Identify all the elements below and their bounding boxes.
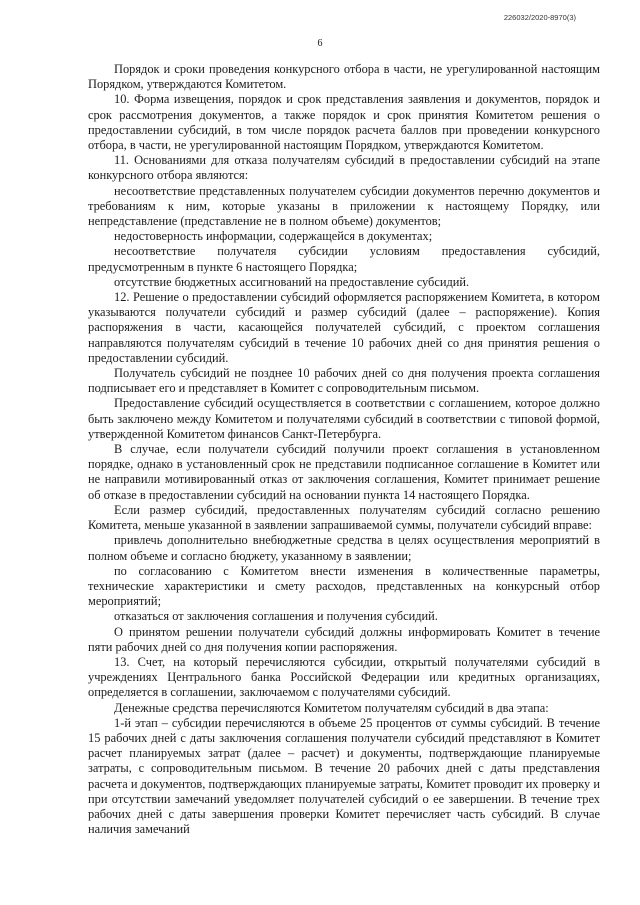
paragraph: Порядок и сроки проведения конкурсного отбора в части, не урегулированной настоящим Порядком, утверждаются Комитетом.	[88, 62, 600, 92]
paragraph: 13. Счет, на который перечисляются субсидии, открытый получателями субсидий в учреждениях Центрального банка Российской Федерации или кредитных организациях, определяется в соглашении, заключаемом с получателями субсидий.	[88, 654, 600, 700]
paragraph: отсутствие бюджетных ассигнований на предоставление субсидий.	[114, 274, 470, 289]
paragraph: 10. Форма извещения, порядок и срок представления заявления и документов, порядок и срок рассмотрения документов, а также порядок и срок принятия Комитетом решения о предоставлении субсидий, в том числе порядок расчета баллов при проведении конкурсного отбора, в части, не урегулированной настоящим Порядком, утверждаются Комитетом.	[88, 92, 600, 153]
paragraph: несоответствие представленных получателем субсидии документов перечню документов и требованиям к ним, которые указаны в приложении к настоящему Порядку, или непредставление (представление не в полном объеме) документов;	[88, 183, 600, 229]
paragraph: недостоверность информации, содержащейся в документах;	[114, 229, 433, 244]
paragraph: 12. Решение о предоставлении субсидий оформляется распоряжением Комитета, в котором указываются получатели субсидий и размер субсидий (далее – распоряжение). Копия распоряжения в части, касающейся получателей субсидий, с проектом соглашения направляются получателям субсидий в течение 10 рабочих дней со дня принятия решения о предоставлении субсидий.	[88, 290, 600, 365]
page-number: 6	[317, 38, 323, 49]
paragraph: В случае, если получатели субсидий получили проект соглашения в установленном порядке, однако в установленный срок не представили подписанное соглашение в Комитет или не направили мотивированный отказ от заключения соглашения, Комитет принимает решение об отказе в предоставлении субсидий на основании пункта 14 настоящего Порядка.	[88, 442, 600, 502]
paragraph: 11. Основаниями для отказа получателям субсидий в предоставлении субсидий на этапе конкурсного отбора являются:	[88, 153, 600, 183]
paragraph: несоответствие получателя субсидии условиям предоставления субсидий, предусмотренным в пункте 6 настоящего Порядка;	[88, 244, 600, 274]
paragraph: отказаться от заключения соглашения и получения субсидий.	[114, 609, 438, 624]
paragraph: по согласованию с Комитетом внести изменения в количественные параметры, технические характеристики и смету расходов, представленных на конкурсный отбор мероприятий;	[88, 563, 600, 609]
paragraph: Денежные средства перечисляются Комитетом получателям субсидий в два этапа:	[114, 700, 549, 715]
paragraph: Предоставление субсидий осуществляется в соответствии с соглашением, которое должно быть заключено между Комитетом и получателями субсидий в соответствии с типовой формой, утвержденной Комитетом финансов Санкт-Петербурга.	[88, 396, 600, 441]
document-id: 226032/2020-8970(3)	[503, 13, 576, 22]
document-body	[88, 62, 600, 837]
paragraph: Если размер субсидий, предоставленных получателям субсидий согласно решению Комитета, меньше указанной в заявлении запрашиваемой суммы, получатели субсидий вправе:	[88, 502, 600, 533]
paragraph: Получатель субсидий не позднее 10 рабочих дней со дня получения проекта соглашения подписывает его и представляет в Комитет с сопроводительным письмом.	[88, 366, 600, 396]
paragraph: 1-й этап – субсидии перечисляются в объеме 25 процентов от суммы субсидий. В течение 15 рабочих дней с даты заключения соглашения получатели субсидий представляют в Комитет расчет планируемых затрат (далее – расчет) и документы, подтверждающие планируемые затраты, с сопроводительным письмом. В течение 20 рабочих дней с даты представления расчета и документов, подтверждающих планируемые затраты, Комитет проводит их проверку и при отсутствии замечаний уведомляет получателей субсидий о ее завершении. В течение трех рабочих дней с даты завершения проверки Комитет перечисляет часть субсидий. В случае наличия замечаний	[88, 715, 600, 837]
paragraph: О принятом решении получатели субсидий должны информировать Комитет в течение пяти рабочих дней со дня получения копии распоряжения.	[88, 624, 600, 654]
paragraph: привлечь дополнительно внебюджетные средства в целях осуществления мероприятий в полном объеме и согласно бюджету, указанному в заявлении;	[88, 533, 600, 563]
